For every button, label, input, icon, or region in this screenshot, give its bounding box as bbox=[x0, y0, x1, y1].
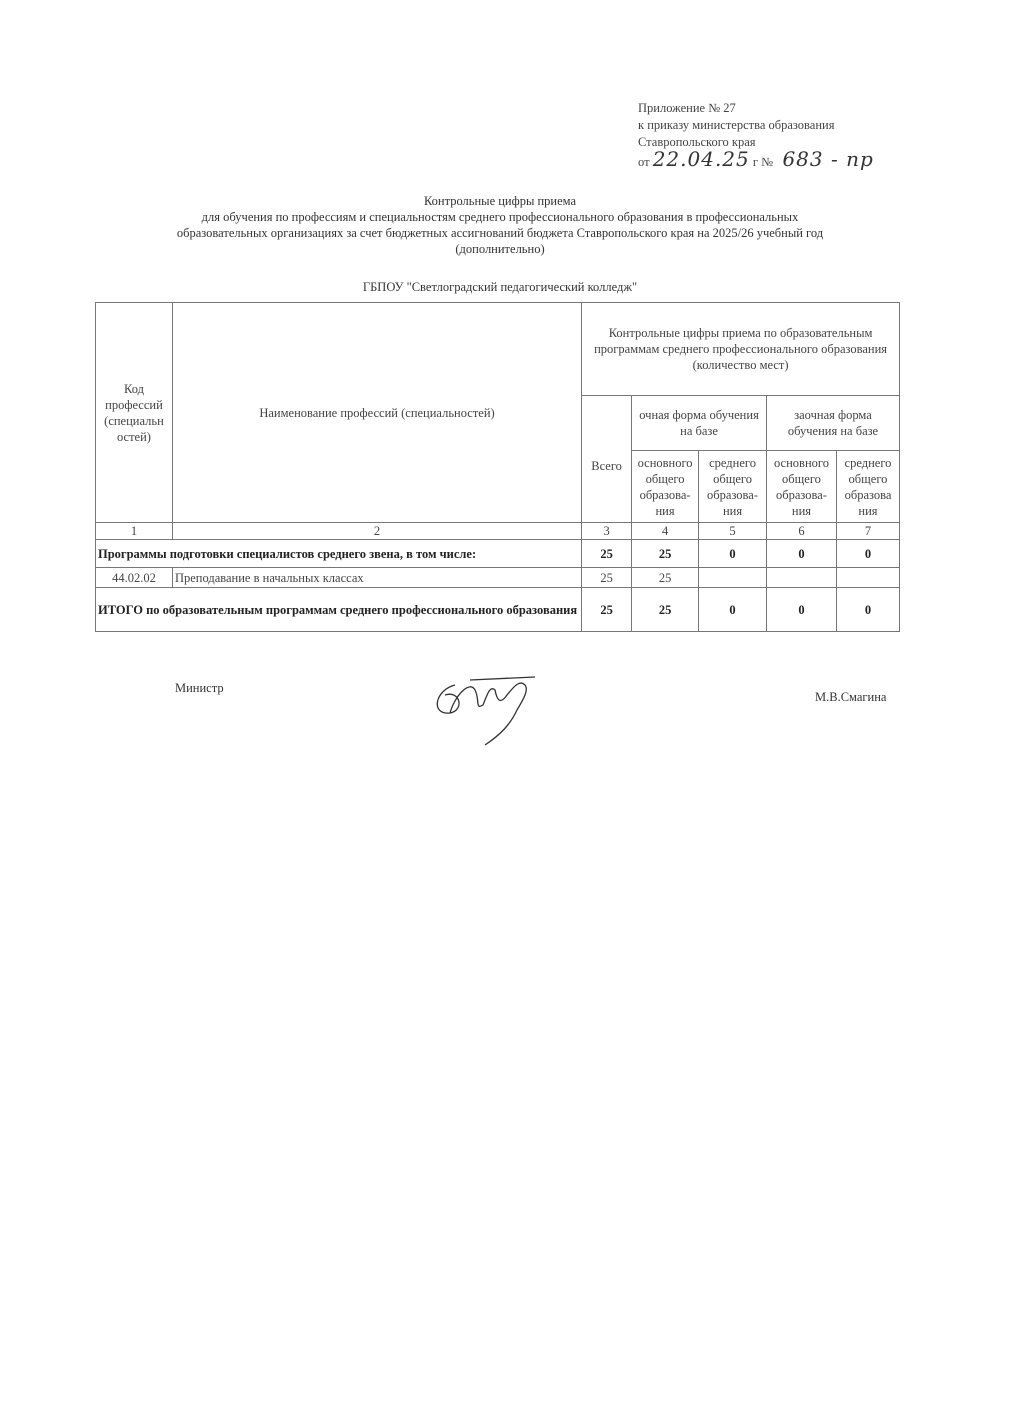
cell bbox=[836, 568, 899, 588]
order-date-line bbox=[638, 147, 874, 171]
cell: 0 bbox=[767, 540, 837, 568]
title-line: (дополнительно) bbox=[455, 242, 545, 256]
cell: 25 bbox=[632, 568, 699, 588]
col-number: 5 bbox=[699, 523, 767, 540]
cell: 25 bbox=[582, 588, 632, 632]
col-number: 2 bbox=[172, 523, 581, 540]
header-name: Наименование профессий (специальностей) bbox=[172, 303, 581, 523]
table-row bbox=[96, 568, 900, 588]
col-number: 3 bbox=[582, 523, 632, 540]
admission-table bbox=[95, 302, 900, 632]
cell: 0 bbox=[767, 588, 837, 632]
header-c7: среднего общего образова ния bbox=[836, 451, 899, 523]
row-label: Преподавание в начальных классах bbox=[172, 568, 581, 588]
cell: 25 bbox=[632, 588, 699, 632]
appendix-block bbox=[638, 100, 874, 171]
title-line: Контрольные цифры приема bbox=[423, 194, 577, 208]
appendix-line: Ставропольского края bbox=[638, 135, 756, 149]
appendix-line: к приказу министерства образования bbox=[638, 118, 835, 132]
header-c4: основного общего образова-ния bbox=[632, 451, 699, 523]
cell: 0 bbox=[836, 540, 899, 568]
row-label: ИТОГО по образовательным программам среднего профессионального образования bbox=[96, 588, 582, 632]
col-number: 4 bbox=[632, 523, 699, 540]
header-group: Контрольные цифры приема по образовательным программам среднего профессионального образования (количество мест) bbox=[582, 303, 900, 396]
date-suffix: г № bbox=[752, 155, 774, 169]
signatory-name: М.В.Смагина bbox=[815, 690, 887, 704]
cell bbox=[699, 568, 767, 588]
handwritten-signature bbox=[425, 665, 555, 750]
cell: 0 bbox=[836, 588, 899, 632]
table-row bbox=[96, 540, 900, 568]
header-extramural: заочная форма обучения на базе bbox=[767, 396, 900, 451]
row-code: 44.02.02 bbox=[96, 568, 173, 588]
appendix-line: Приложение № 27 bbox=[638, 101, 736, 115]
cell: 0 bbox=[699, 540, 767, 568]
header-fulltime: очная форма обучения на базе bbox=[632, 396, 767, 451]
document-title bbox=[100, 193, 900, 257]
table-row bbox=[96, 588, 900, 632]
column-number-row bbox=[96, 523, 900, 540]
date-prefix: от bbox=[638, 155, 650, 169]
organization-name: ГБПОУ "Светлоградский педагогический колледж" bbox=[362, 280, 638, 294]
row-label: Программы подготовки специалистов среднего звена, в том числе: bbox=[96, 540, 582, 568]
cell: 25 bbox=[632, 540, 699, 568]
title-line: образовательных организациях за счет бюджетных ассигнований бюджета Ставропольского края на 2025/26 учебный год bbox=[176, 226, 824, 240]
header-code: Код профессий (специальн остей) bbox=[96, 303, 173, 523]
header-c5: среднего общего образова-ния bbox=[699, 451, 767, 523]
cell: 25 bbox=[582, 540, 632, 568]
col-number: 1 bbox=[96, 523, 173, 540]
signatory-position: Министр bbox=[175, 681, 224, 695]
handwritten-order-number: 683 - пр bbox=[782, 147, 874, 171]
cell: 0 bbox=[699, 588, 767, 632]
header-total: Всего bbox=[582, 396, 632, 523]
col-number: 6 bbox=[767, 523, 837, 540]
col-number: 7 bbox=[836, 523, 899, 540]
handwritten-date: 22.04.25 bbox=[652, 147, 750, 171]
cell: 25 bbox=[582, 568, 632, 588]
title-line: для обучения по профессиям и специальностям среднего профессионального образования в профессиональных bbox=[201, 210, 799, 224]
header-c6: основного общего образова-ния bbox=[767, 451, 837, 523]
cell bbox=[767, 568, 837, 588]
